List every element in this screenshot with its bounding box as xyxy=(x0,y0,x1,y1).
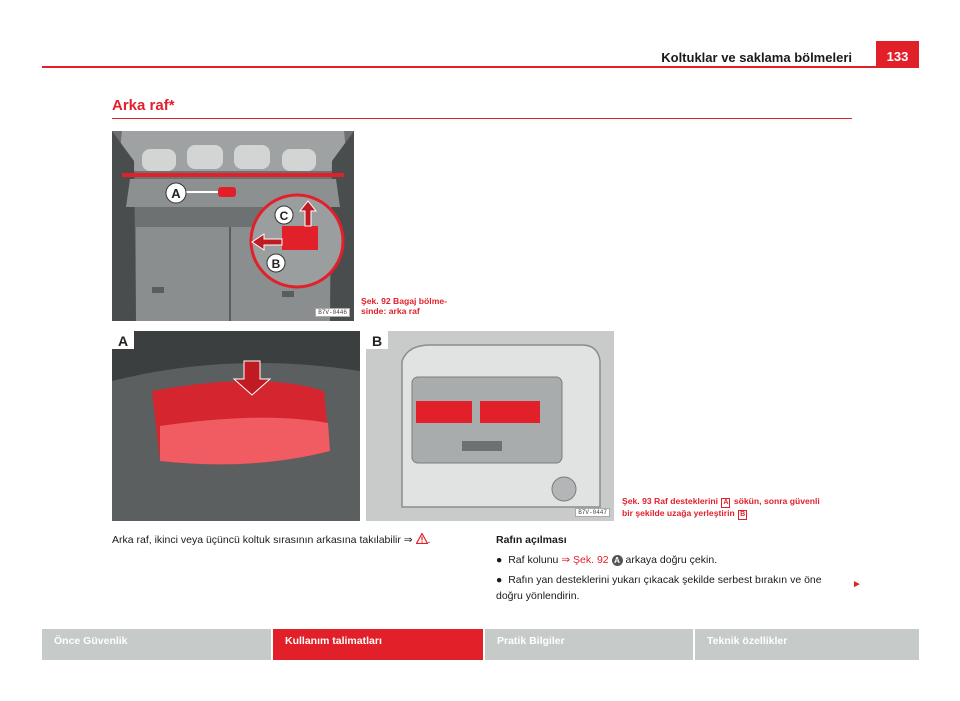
fig93-panel-b-label: B xyxy=(371,333,383,349)
tab-safety-first[interactable]: Önce Güvenlik xyxy=(42,629,271,660)
chapter-title: Koltuklar ve saklama bölmeleri xyxy=(661,50,852,65)
fig92-label-b: B xyxy=(271,257,281,271)
page-number: 133 xyxy=(876,41,919,66)
tab-practical-info[interactable]: Pratik Bilgiler xyxy=(485,629,693,660)
fig92-label-a: A xyxy=(171,186,181,201)
section-rule xyxy=(112,118,852,119)
instructions-heading: Rafın açılması xyxy=(496,534,567,546)
tab-operating-instructions[interactable]: Kullanım talimatları xyxy=(273,629,483,660)
figure-93-image xyxy=(112,331,614,521)
figure-93-caption: Şek. 93 Raf desteklerini A sökün, sonra güvenli bir şekilde uzağa yerleştirin B xyxy=(622,496,820,518)
body-left-paragraph: Arka raf, ikinci veya üçüncü koltuk sırasının arkasına takılabilir ⇒ . xyxy=(112,534,431,546)
fig92-code: B7V-0446 xyxy=(315,308,350,317)
fig93-panel-a-label: A xyxy=(117,333,129,349)
header-rule xyxy=(42,66,919,68)
fig92-label-c: C xyxy=(279,209,289,223)
body-right-column xyxy=(496,532,856,604)
figure-92-link[interactable]: ⇒ Şek. 92 xyxy=(561,554,609,566)
label-a-badge: A xyxy=(612,555,623,566)
figure-92-caption: Şek. 92 Bagaj bölme- sinde: arka raf xyxy=(361,296,447,316)
instruction-item-2: ● Rafın yan desteklerini yukarı çıkacak şekilde serbest bırakın ve öne doğru yönlendirin. xyxy=(496,574,822,602)
fig93-code: B7V-0447 xyxy=(575,508,610,517)
section-title: Arka raf* xyxy=(112,97,175,114)
figure-92-trunk-image xyxy=(112,131,354,321)
warning-triangle-icon[interactable] xyxy=(416,532,428,548)
instruction-item-1: ● Raf kolunu ⇒ Şek. 92 A arkaya doğru çekin. xyxy=(496,554,718,566)
continue-arrow-icon[interactable]: ► xyxy=(852,579,862,590)
tab-technical-specs[interactable]: Teknik özellikler xyxy=(695,629,919,660)
